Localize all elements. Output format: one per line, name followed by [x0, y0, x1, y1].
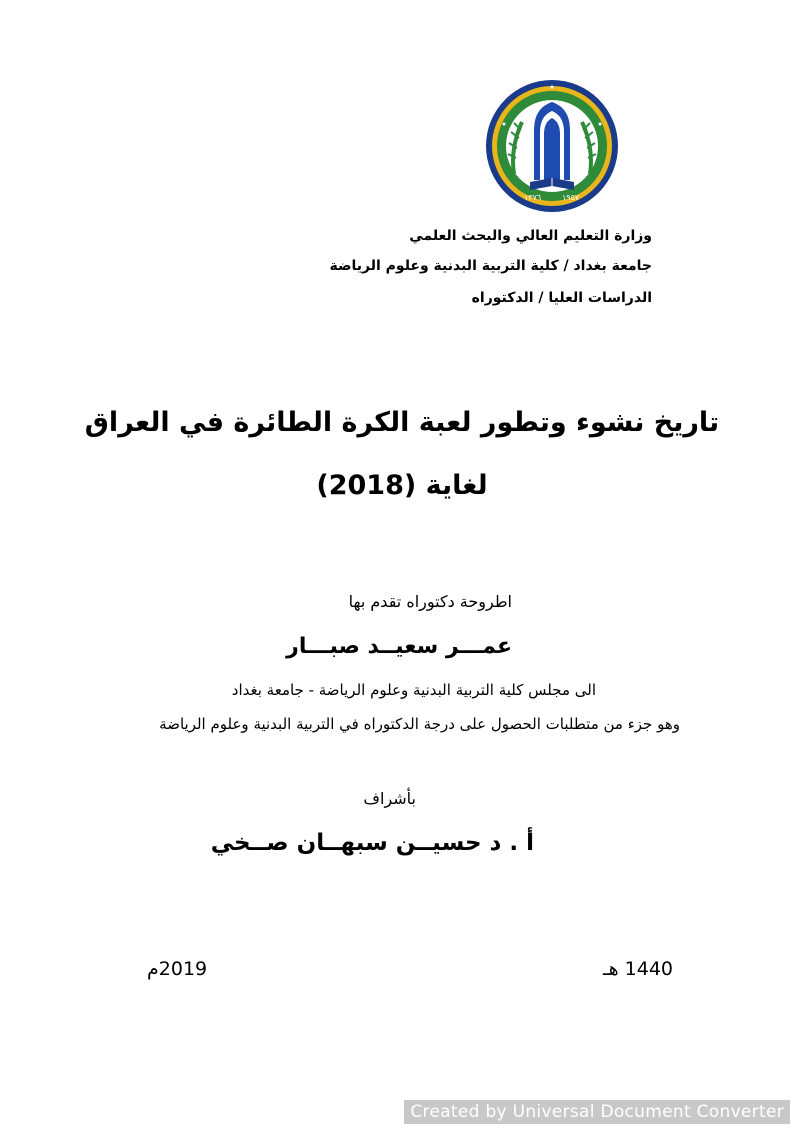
- department-name: الدراسات العليا / الدكتوراه: [471, 290, 652, 306]
- svg-text:١٩٥٧: ١٩٥٧: [562, 193, 580, 202]
- candidate-name: عمـــر سعيــد صبـــار: [286, 634, 512, 659]
- date-hijri: 1440 هـ: [603, 958, 673, 980]
- supervision-label: بأشراف: [363, 789, 416, 808]
- converter-watermark: Created by Universal Document Converter: [404, 1100, 790, 1124]
- submitted-to: الى مجلس كلية التربية البدنية وعلوم الرياضة - جامعة بغداد: [231, 681, 596, 699]
- university-college-name: جامعة بغداد / كلية التربية البدنية وعلوم الرياضة: [329, 258, 652, 274]
- thesis-title-line-1: تاريخ نشوء وتطور لعبة الكرة الطائرة في العراق: [84, 407, 720, 438]
- thesis-intro: اطروحة دكتوراه تقدم بها: [348, 592, 512, 611]
- thesis-title-line-2: لغاية (2018): [316, 470, 488, 501]
- degree-requirement: وهو جزء من متطلبات الحصول على درجة الدكتوراه في التربية البدنية وعلوم الرياضة: [159, 715, 680, 733]
- date-gregorian: 2019م: [147, 958, 208, 980]
- university-of-baghdad-seal-icon: [484, 78, 620, 214]
- ministry-name: وزارة التعليم العالي والبحث العلمي: [409, 228, 652, 244]
- svg-text:١٣٧٦: ١٣٧٦: [524, 193, 542, 202]
- university-seal-logo: [484, 78, 620, 214]
- supervisor-name: أ . د حسيــن سبهــان صــخي: [210, 830, 534, 856]
